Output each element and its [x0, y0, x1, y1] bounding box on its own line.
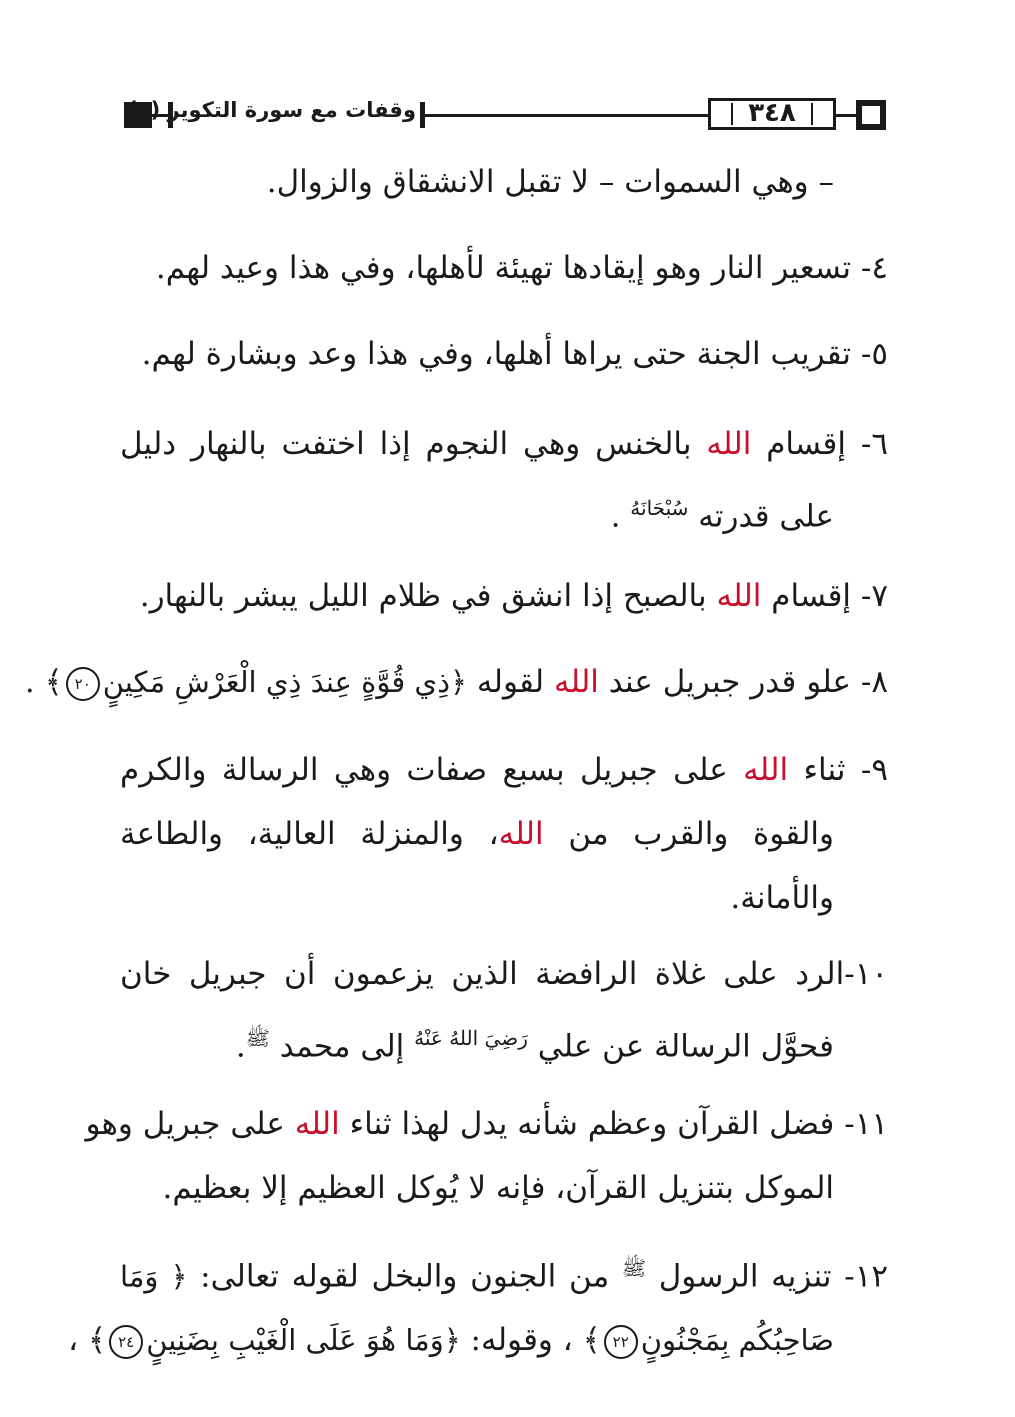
list-item-10: [120, 942, 888, 1078]
text-run: ، والمنزلة العالية، والطاعة: [120, 816, 499, 852]
text-run: على قدرته: [688, 498, 834, 535]
quran-verse: ﴿ذِي قُوَّةٍ عِندَ ذِي الْعَرْشِ مَكِينٍ: [102, 665, 468, 699]
text-run: ﴾ .: [24, 664, 63, 700]
quran-verse: ﴿وَمَا هُوَ عَلَى الْغَيْبِ بِضَنِينٍ: [146, 1323, 461, 1358]
text-run: ١٢- تنزيه الرسول: [646, 1258, 888, 1295]
honorific-glyph: ﷺ: [621, 1256, 647, 1280]
text-run: إلى محمد: [269, 1028, 415, 1065]
running-title: وقفات مع سورة التكوير (٢): [128, 98, 416, 122]
honorific-glyph: سُبْحَانَهُ: [630, 496, 689, 520]
divine-name: الله: [294, 1106, 340, 1142]
text-line: [120, 802, 888, 866]
list-item-12: [68, 1236, 888, 1372]
honorific-glyph: ﷺ: [245, 1026, 270, 1050]
header-ornament-square-right: [856, 100, 886, 130]
text-line: [120, 412, 888, 476]
text-line: ٤- تسعير النار وهو إيقادها تهيئة لأهلها، وفي هذا وعيد لهم.: [155, 250, 888, 286]
text-line: الموكل بتنزيل القرآن، فإنه لا يُوكل العظيم إلا بعظيم.: [162, 1170, 834, 1206]
page-header: [120, 96, 892, 136]
list-item-9: [120, 738, 888, 930]
text-line: [120, 476, 888, 548]
list-item-8: [24, 650, 888, 714]
text-run: ٧- إقسام: [761, 578, 888, 614]
text-run: ٩- ثناء: [788, 752, 889, 788]
text-run: بالصبح إذا انشق في ظلام الليل يبشر بالنهار.: [139, 578, 717, 614]
list-item-11: [85, 1092, 888, 1220]
text-line: – وهي السموات – لا تقبل الانشقاق والزوال.: [266, 164, 834, 200]
text-line: ١٠-الرد على غلاة الرافضة الذين يزعمون أن جبريل خان: [120, 956, 888, 992]
divine-name: الله: [716, 578, 762, 614]
text-run: ٦- إقسام: [751, 426, 888, 462]
text-run: على جبريل وهو: [85, 1106, 295, 1142]
list-item-6: [120, 412, 888, 548]
divine-name: الله: [553, 664, 599, 700]
text-line: ٥- تقريب الجنة حتى يراها أهلها، وفي هذا وعد وبشارة لهم.: [141, 336, 888, 372]
page-number: ٣٤٨: [748, 98, 796, 128]
list-item-7: [120, 564, 888, 628]
ayah-number-marker: ٢٢: [604, 1325, 638, 1359]
text-run: .: [235, 1028, 246, 1065]
text-line: [24, 650, 888, 714]
text-run: لقوله: [467, 664, 554, 700]
text-line: [120, 738, 888, 802]
text-run: على جبريل بسبع صفات وهي الرسالة والكرم: [120, 752, 744, 788]
text-run: من الجنون والبخل لقوله تعالى:: [187, 1258, 622, 1295]
list-item-5: [120, 322, 888, 386]
text-line: [120, 1236, 888, 1308]
text-line: [85, 1092, 888, 1156]
text-line: [120, 1006, 888, 1078]
text-run: ١١- فضل القرآن وعظم شأنه يدل لهذا ثناء: [339, 1106, 888, 1142]
text-line: والأمانة.: [730, 880, 834, 916]
header-rule-segment: [836, 114, 856, 117]
text-run: بالخنس وهي النجوم إذا اختفت بالنهار دليل: [120, 426, 707, 462]
ayah-number-marker: ٢٠: [66, 667, 100, 701]
page-number-frame: [708, 98, 836, 130]
quran-verse: ﴿ وَمَا: [120, 1259, 188, 1294]
text-run: .: [610, 498, 631, 535]
ayah-number-marker: ٢٤: [109, 1325, 143, 1359]
text-run: ﴾ ، وقوله:: [460, 1322, 601, 1359]
divine-name: الله: [706, 426, 752, 462]
text-line: [120, 564, 888, 628]
text-line: [68, 1308, 888, 1372]
quran-verse: صَاحِبُكُم بِمَجْنُونٍ: [640, 1323, 834, 1358]
header-rule: [425, 114, 708, 117]
honorific-glyph: رَضِيَ اللهُ عَنْهُ: [414, 1026, 528, 1050]
paragraph-continuation: [120, 150, 834, 214]
text-run: ٨- علو قدر جبريل عند: [598, 664, 888, 700]
divine-name: الله: [743, 752, 789, 788]
list-item-4: [120, 236, 888, 300]
text-run: ﴾ ،: [68, 1322, 107, 1359]
text-run: فحوَّل الرسالة عن علي: [527, 1028, 834, 1065]
text-run: والقوة والقرب من: [543, 816, 835, 852]
divine-name: الله: [498, 816, 544, 852]
